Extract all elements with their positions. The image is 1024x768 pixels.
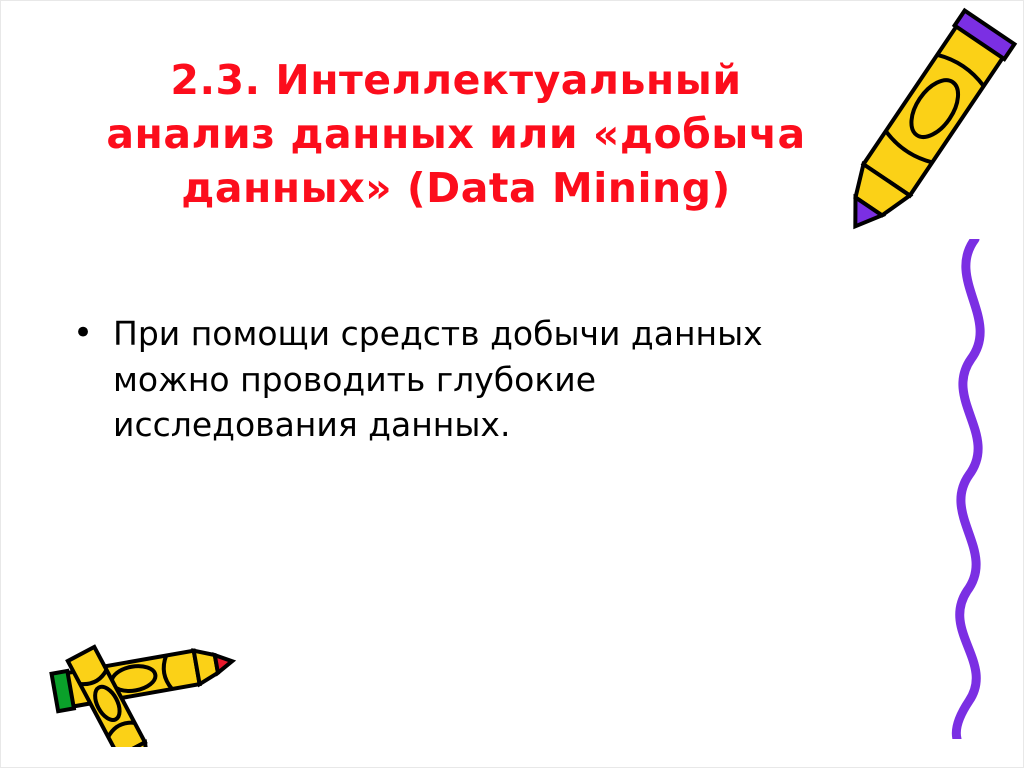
crayon-top-right-icon <box>823 1 1023 251</box>
crayon-bottom-left-icon <box>11 617 241 747</box>
slide-title-line-2: анализ данных или «добыча <box>106 110 806 159</box>
bullet-text: При помощи средств добычи данных можно проводить глубокие исследования данных. <box>113 314 763 445</box>
slide-body <box>73 311 893 448</box>
slide-title-line-3: данных» (Data Mining) <box>181 164 731 213</box>
slide-title <box>61 53 851 215</box>
slide-title-line-1: 2.3. Интеллектуальный <box>170 56 742 104</box>
bullet-marker-icon: • <box>73 313 94 353</box>
squiggle-line-icon <box>935 239 1005 739</box>
bullet-item <box>73 311 893 448</box>
